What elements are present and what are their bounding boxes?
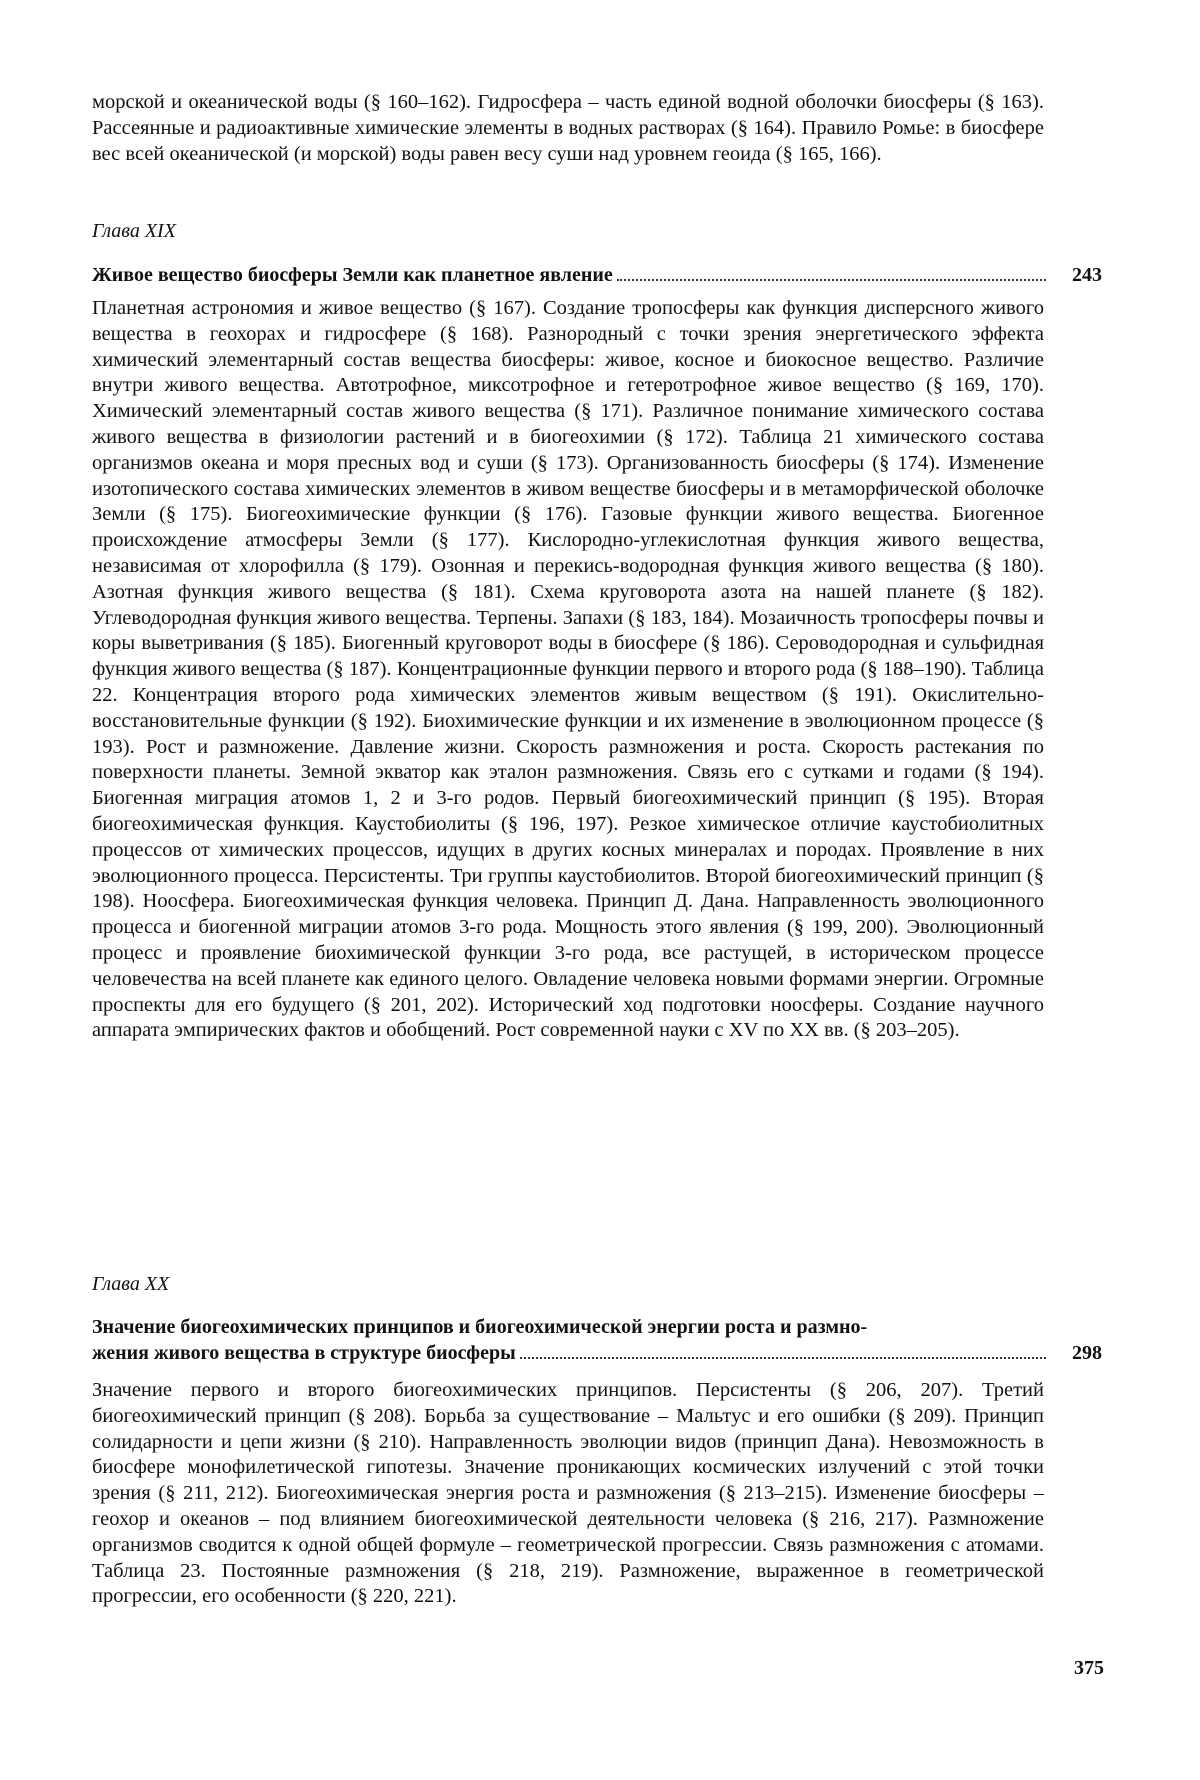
chapter-20-label: Глава XX [92, 1273, 169, 1296]
dot-leader [617, 279, 1046, 281]
dot-leader [520, 1357, 1046, 1359]
chapter-20-page: 298 [1052, 1340, 1102, 1366]
document-page [0, 0, 1200, 1780]
chapter-19-summary: Планетная астрономия и живое вещество (§ 167). Создание тропосферы как функция дисперсного живого вещества в геохорах и гидросфере (§ 168). Разнородный с точки зрения энергетического эффекта химический элементарный состав вещества биосферы: живое, косное и биокосное вещество. Различие внутри живого вещества. Автотрофное, миксотрофное и гетеротрофное живое вещество (§ 169, 170). Химический элементарный состав живого вещества (§ 171). Различное понимание химического состава живого вещества в физиологии растений и в биогеохимии (§ 172). Таблица 21 химического состава организмов океана и моря пресных вод и суши (§ 173). Организованность биосферы (§ 174). Изменение изотопического состава химических элементов в живом веществе биосферы и в метаморфической оболочке Земли (§ 175). Биогеохимические функции (§ 176). Газовые функции живого вещества. Биогенное происхождение атмосферы Земли (§ 177). Кислородно-углекислотная функция живого вещества, независимая от хлорофилла (§ 179). Озонная и перекись-водородная функция живого вещества (§ 180). Азотная функция живого вещества (§ 181). Схема круговорота азота на нашей планете (§ 182). Углеводородная функция живого вещества. Терпены. Запахи (§ 183, 184). Мозаичность тропосферы почвы и коры выветривания (§ 185). Биогенный круговорот воды в биосфере (§ 186). Сероводородная и сульфидная функция живого вещества (§ 187). Концентрационные функции первого и второго рода (§ 188–190). Таблица 22. Концентрация второго рода химических элементов живым веществом (§ 191). Окислительно-восстановительные функции (§ 192). Биохимические функции и их изменение в эволюционном процессе (§ 193). Рост и размножение. Давление жизни. Скорость размножения и роста. Скорость растекания по поверхности планеты. Земной экватор как эталон размножения. Связь его с сутками и годами (§ 194). Биогенная миграция атомов 1, 2 и 3-го родов. Первый биогеохимический принцип (§ 195). Вторая биогеохимическая функция. Каустобиолиты (§ 196, 197). Резкое химическое отличие каустобиолитных процессов от химических процессов, идущих в других косных минералах и породах. Проявление в них эволюционного процесса. Персистенты. Три группы каустобиолитов. Второй биогеохимический принцип (§ 198). Ноосфера. Биогеохимическая функция человека. Принцип Д. Дана. Направленность эволюционного процесса и биогенной миграции атомов 3-го рода. Мощность этого явления (§ 199, 200). Эволюционный процесс и проявление биохимической функции 3-го рода, все растущей, в историческом процессе человечества на всей планете как единого целого. Овладение человека новыми формами энергии. Огромные проспекты для его будущего (§ 201, 202). Исторический ход подготовки ноосферы. Создание научного аппарата эмпирических фактов и обобщений. Рост современной науки с XV по XX вв. (§ 203–205). [92, 296, 1044, 1044]
chapter-19-toc-entry[interactable] [92, 262, 1102, 288]
intro-paragraph: морской и океанической воды (§ 160–162). Гидросфера – часть единой водной оболочки биосферы (§ 163). Рассеянные и радиоактивные химические элементы в водных растворах (§ 164). Правило Ромье: в биосфере вес всей океанической (и морской) воды равен весу суши над уровнем геоида (§ 165, 166). [92, 90, 1044, 167]
chapter-20-summary: Значение первого и второго биогеохимических принципов. Персистенты (§ 206, 207). Третий биогеохимический принцип (§ 208). Борьба за существование – Мальтус и его ошибки (§ 209). Принцип солидарности и цепи жизни (§ 210). Направленность эволюции видов (принцип Дана). Невозможность в биосфере монофилетической гипотезы. Значение проникающих космических излучений с этой точки зрения (§ 211, 212). Биогеохимическая энергия роста и размножения (§ 213–215). Изменение биосферы – геохор и океанов – под влиянием биогеохимической деятельности человека (§ 216, 217). Размножение организмов сводится к одной общей формуле – геометрической прогрессии. Связь размножения с атомами. Таблица 23. Постоянные размножения (§ 218, 219). Размножение, выраженное в геометрической прогрессии, его особенности (§ 220, 221). [92, 1378, 1044, 1610]
chapter-19-label: Глава XIX [92, 220, 176, 243]
chapter-19-page: 243 [1052, 262, 1102, 288]
page-number: 375 [1074, 1657, 1104, 1680]
chapter-20-title-line2: жения живого вещества в структуре биосферы [92, 1340, 516, 1366]
chapter-20-toc-entry[interactable] [92, 1314, 1102, 1366]
chapter-20-title-line1: Значение биогеохимических принципов и биогеохимической энергии роста и размно- [92, 1314, 867, 1340]
chapter-19-title: Живое вещество биосферы Земли как планетное явление [92, 262, 613, 288]
